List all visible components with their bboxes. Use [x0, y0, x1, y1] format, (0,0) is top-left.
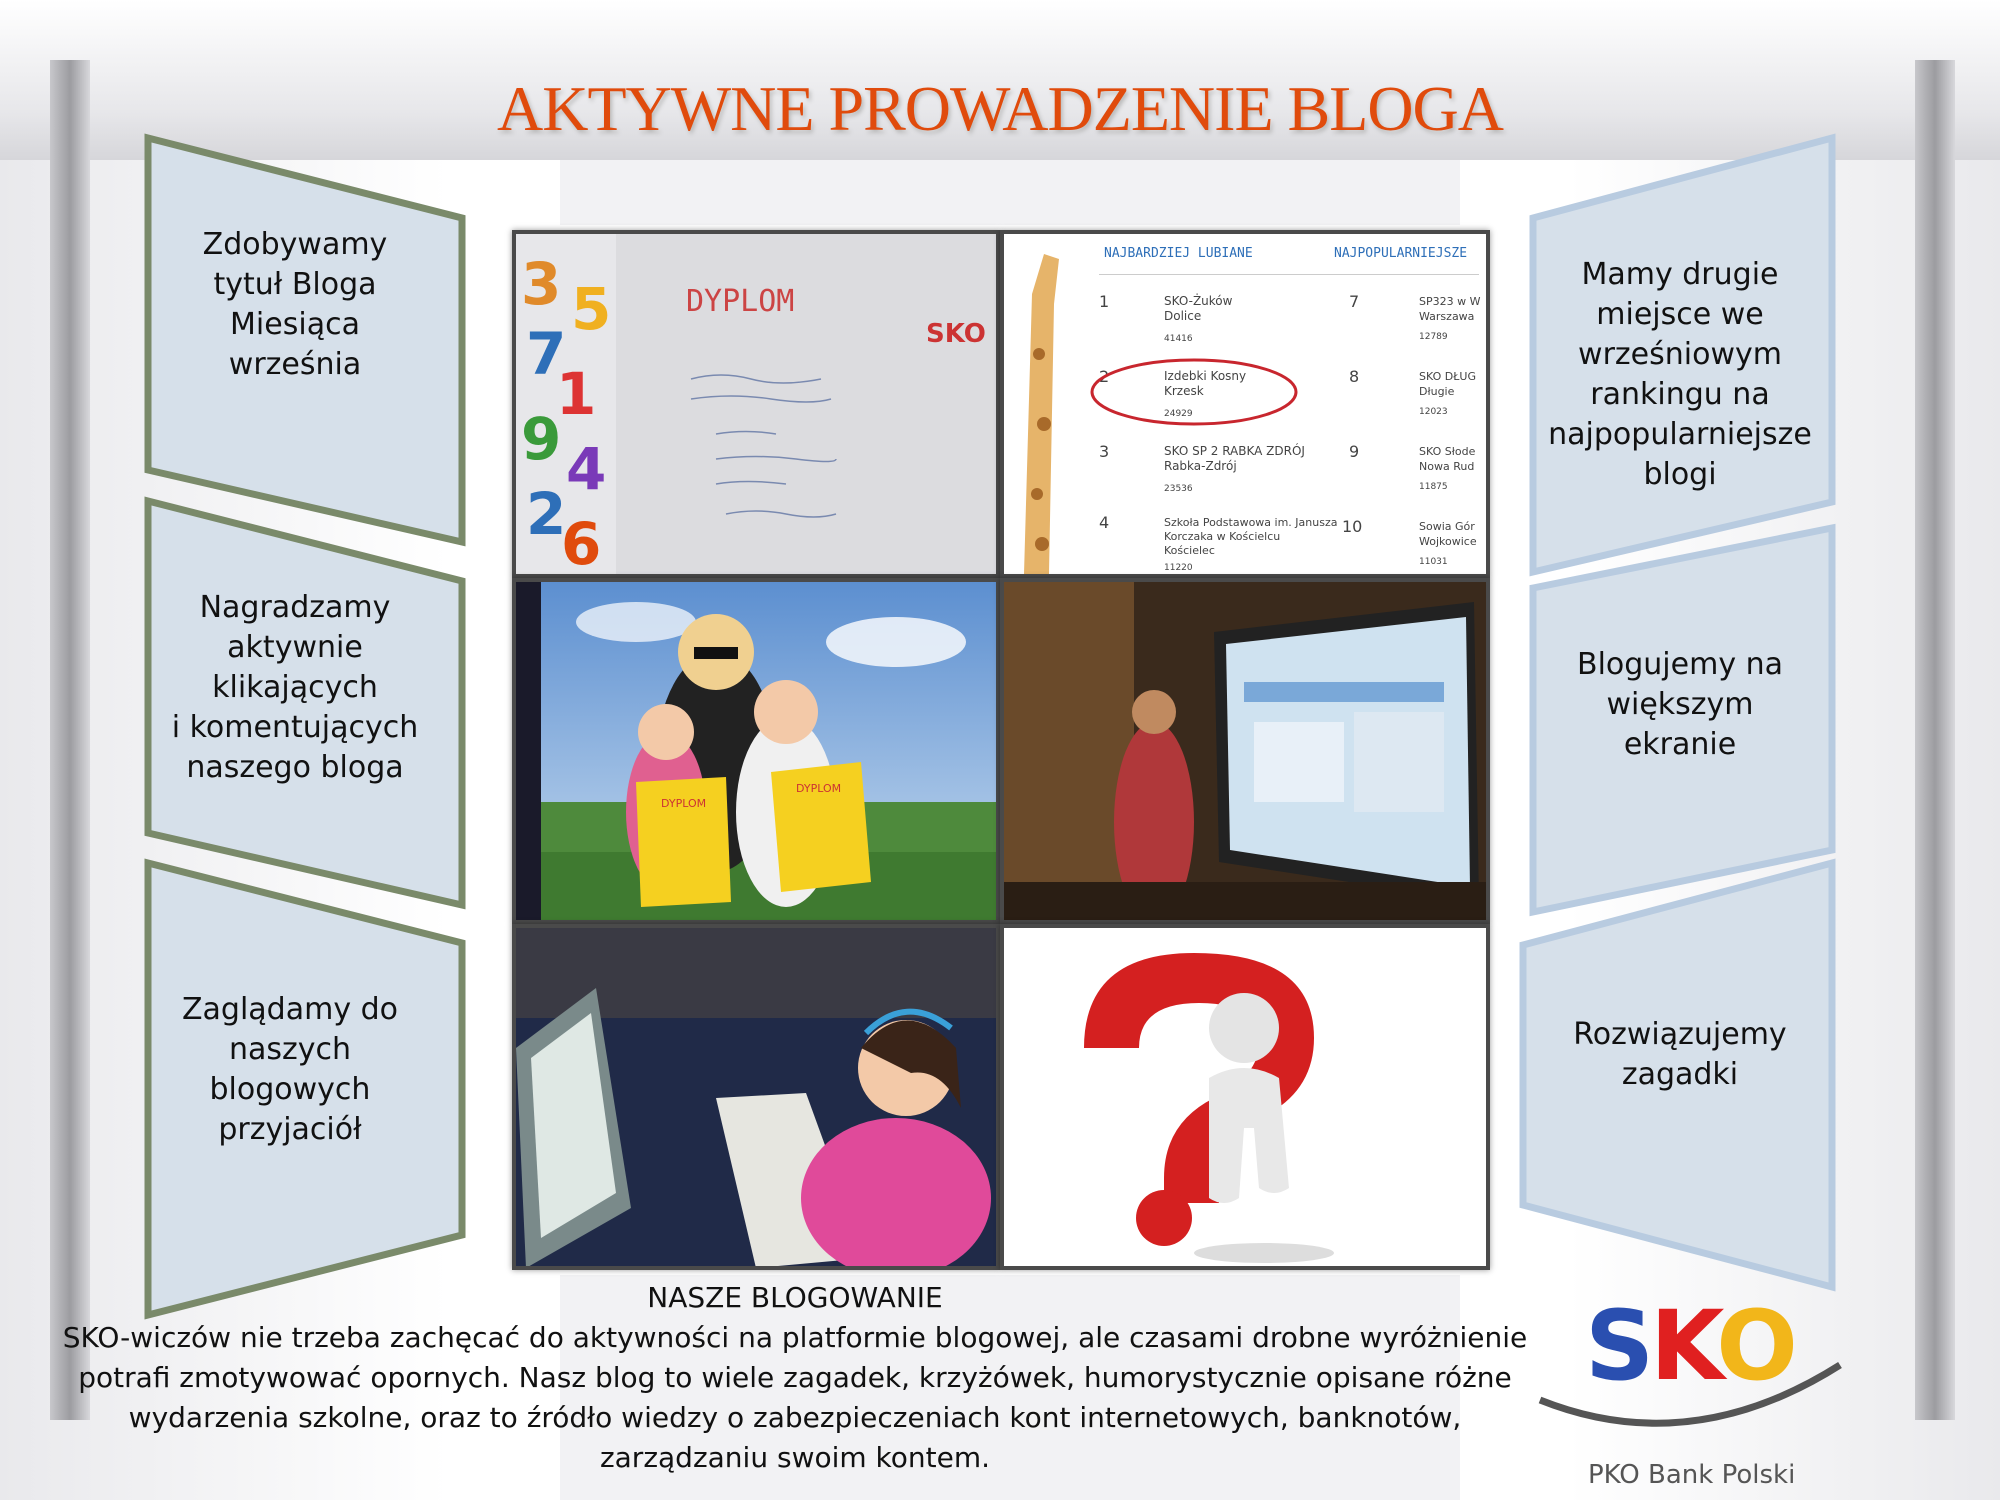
question-mark-illustration: [1004, 928, 1486, 1268]
ranking-name: Izdebki Kosny Krzesk: [1164, 369, 1247, 398]
right-panel-2-text: Blogujemy na większym ekranie: [1576, 647, 1784, 762]
ranking-count: 11875: [1419, 482, 1448, 492]
ranking-rank: 7: [1349, 292, 1360, 311]
ranking-name: Sowia Gór Wojkowice: [1419, 520, 1477, 548]
diploma-logo: SKO: [926, 319, 986, 349]
left-panel-1: [140, 130, 470, 550]
ranking-rank: 10: [1342, 517, 1363, 536]
ranking-name: SKO SP 2 RABKA ZDRÓJ Rabka-Zdrój: [1164, 444, 1305, 473]
left-panel-2: [140, 493, 470, 913]
svg-text:3: 3: [521, 250, 562, 318]
kids-photo-illustration: [516, 582, 996, 922]
ranking-count: 11031: [1419, 557, 1448, 567]
ranking-rank: 4: [1099, 513, 1110, 532]
pko-bank-logo: PKO Bank Polski: [1588, 1460, 1796, 1490]
sko-logo-letter: S: [1585, 1290, 1651, 1402]
right-panel-3-text: Rozwiązujemy zagadki: [1573, 1017, 1787, 1092]
ranking-count: 12023: [1419, 407, 1448, 417]
right-panel-1: [1525, 130, 1840, 580]
ranking-name: SKO Słode Nowa Rud: [1419, 445, 1476, 473]
left-panel-2-text: Nagradzamy aktywnie klikających i komentujących naszego bloga: [171, 590, 419, 785]
ranking-count: 41416: [1164, 334, 1193, 344]
sko-logo-swoosh: [1530, 1360, 1850, 1440]
ranking-name: SP323 w W Warszawa: [1419, 295, 1481, 323]
svg-text:6: 6: [561, 510, 602, 574]
left-pillar: [50, 60, 90, 1420]
ranking-name: SKO-Żuków Dolice: [1164, 294, 1233, 323]
ranking-rank: 8: [1349, 367, 1360, 386]
right-panel-3: [1515, 855, 1840, 1295]
ranking-rank: 3: [1099, 442, 1110, 461]
kid-diploma-label: DYPLOM: [796, 782, 842, 795]
page-title: AKTYWNE PROWADZENIE BLOGA: [497, 73, 1503, 144]
kid-diploma-label: DYPLOM: [661, 797, 707, 810]
ranking-highlight-circle: [1084, 354, 1304, 429]
svg-text:5: 5: [571, 275, 612, 343]
photo-girl-computer: [512, 924, 1000, 1270]
ranking-count: 23536: [1164, 484, 1193, 494]
photo-diploma: [512, 230, 1000, 578]
ranking-rank: 2: [1099, 367, 1110, 386]
svg-text:4: 4: [566, 435, 607, 503]
photo-question-mark: [1000, 924, 1490, 1270]
ranking-count: 12789: [1419, 332, 1448, 342]
sko-logo-letter: O: [1716, 1290, 1794, 1402]
right-panel-1-text: Mamy drugie miejsce we wrześniowym rankingu na najpopularniejsze blogi: [1548, 257, 1812, 492]
left-panel-3-text: Zaglądamy do naszych blogowych przyjaciół: [181, 992, 399, 1147]
svg-text:7: 7: [526, 320, 567, 388]
left-panel-3: [140, 855, 470, 1325]
sko-logo-letter: K: [1650, 1290, 1717, 1402]
diploma-heading: DYPLOM: [686, 284, 795, 319]
svg-text:1: 1: [556, 360, 597, 428]
ranking-rank: 9: [1349, 442, 1360, 461]
giraffe-illustration: [1004, 234, 1084, 574]
girl-computer-illustration: [516, 928, 996, 1268]
tab-popular: NAJPOPULARNIEJSZE: [1334, 246, 1468, 261]
ranking-name: Szkoła Podstawowa im. Janusza Korczaka w Kościelcu Kościelec: [1164, 516, 1338, 557]
ranking-count: 24929: [1164, 409, 1193, 419]
ranking-count: 11220: [1164, 563, 1193, 573]
ranking-divider: [1099, 274, 1479, 275]
tab-liked: NAJBARDZIEJ LUBIANE: [1104, 246, 1253, 261]
caption-heading: NASZE BLOGOWANIE: [647, 1281, 943, 1314]
right-pillar: [1915, 60, 1955, 1420]
svg-text:2: 2: [526, 480, 567, 548]
ranking-rank: 1: [1099, 292, 1110, 311]
photo-ranking: [1000, 230, 1490, 578]
photo-smartboard: [1000, 578, 1490, 924]
left-panel-1-text: Zdobywamy tytuł Bloga Miesiąca września: [202, 227, 388, 382]
diploma-handwriting: [686, 364, 886, 534]
smartboard-photo-illustration: [1004, 582, 1486, 922]
ranking-name: SKO DŁUG Długie: [1419, 370, 1476, 398]
svg-text:9: 9: [521, 405, 562, 473]
photo-kids-diplomas: [512, 578, 1000, 924]
body-paragraph: SKO-wiczów nie trzeba zachęcać do aktywności na platformie blogowej, ale czasami drobne wyróżnienie potrafi zmotywować opornych. Nasz blog to wiele zagadek, krzyżówek, humorystycznie opisane różne wydarzenia szkolne, oraz to źródło wiedzy o zabezpieczeniach kont internetowych, banknotów, zarządzaniu swoim kontem.: [62, 1321, 1528, 1474]
